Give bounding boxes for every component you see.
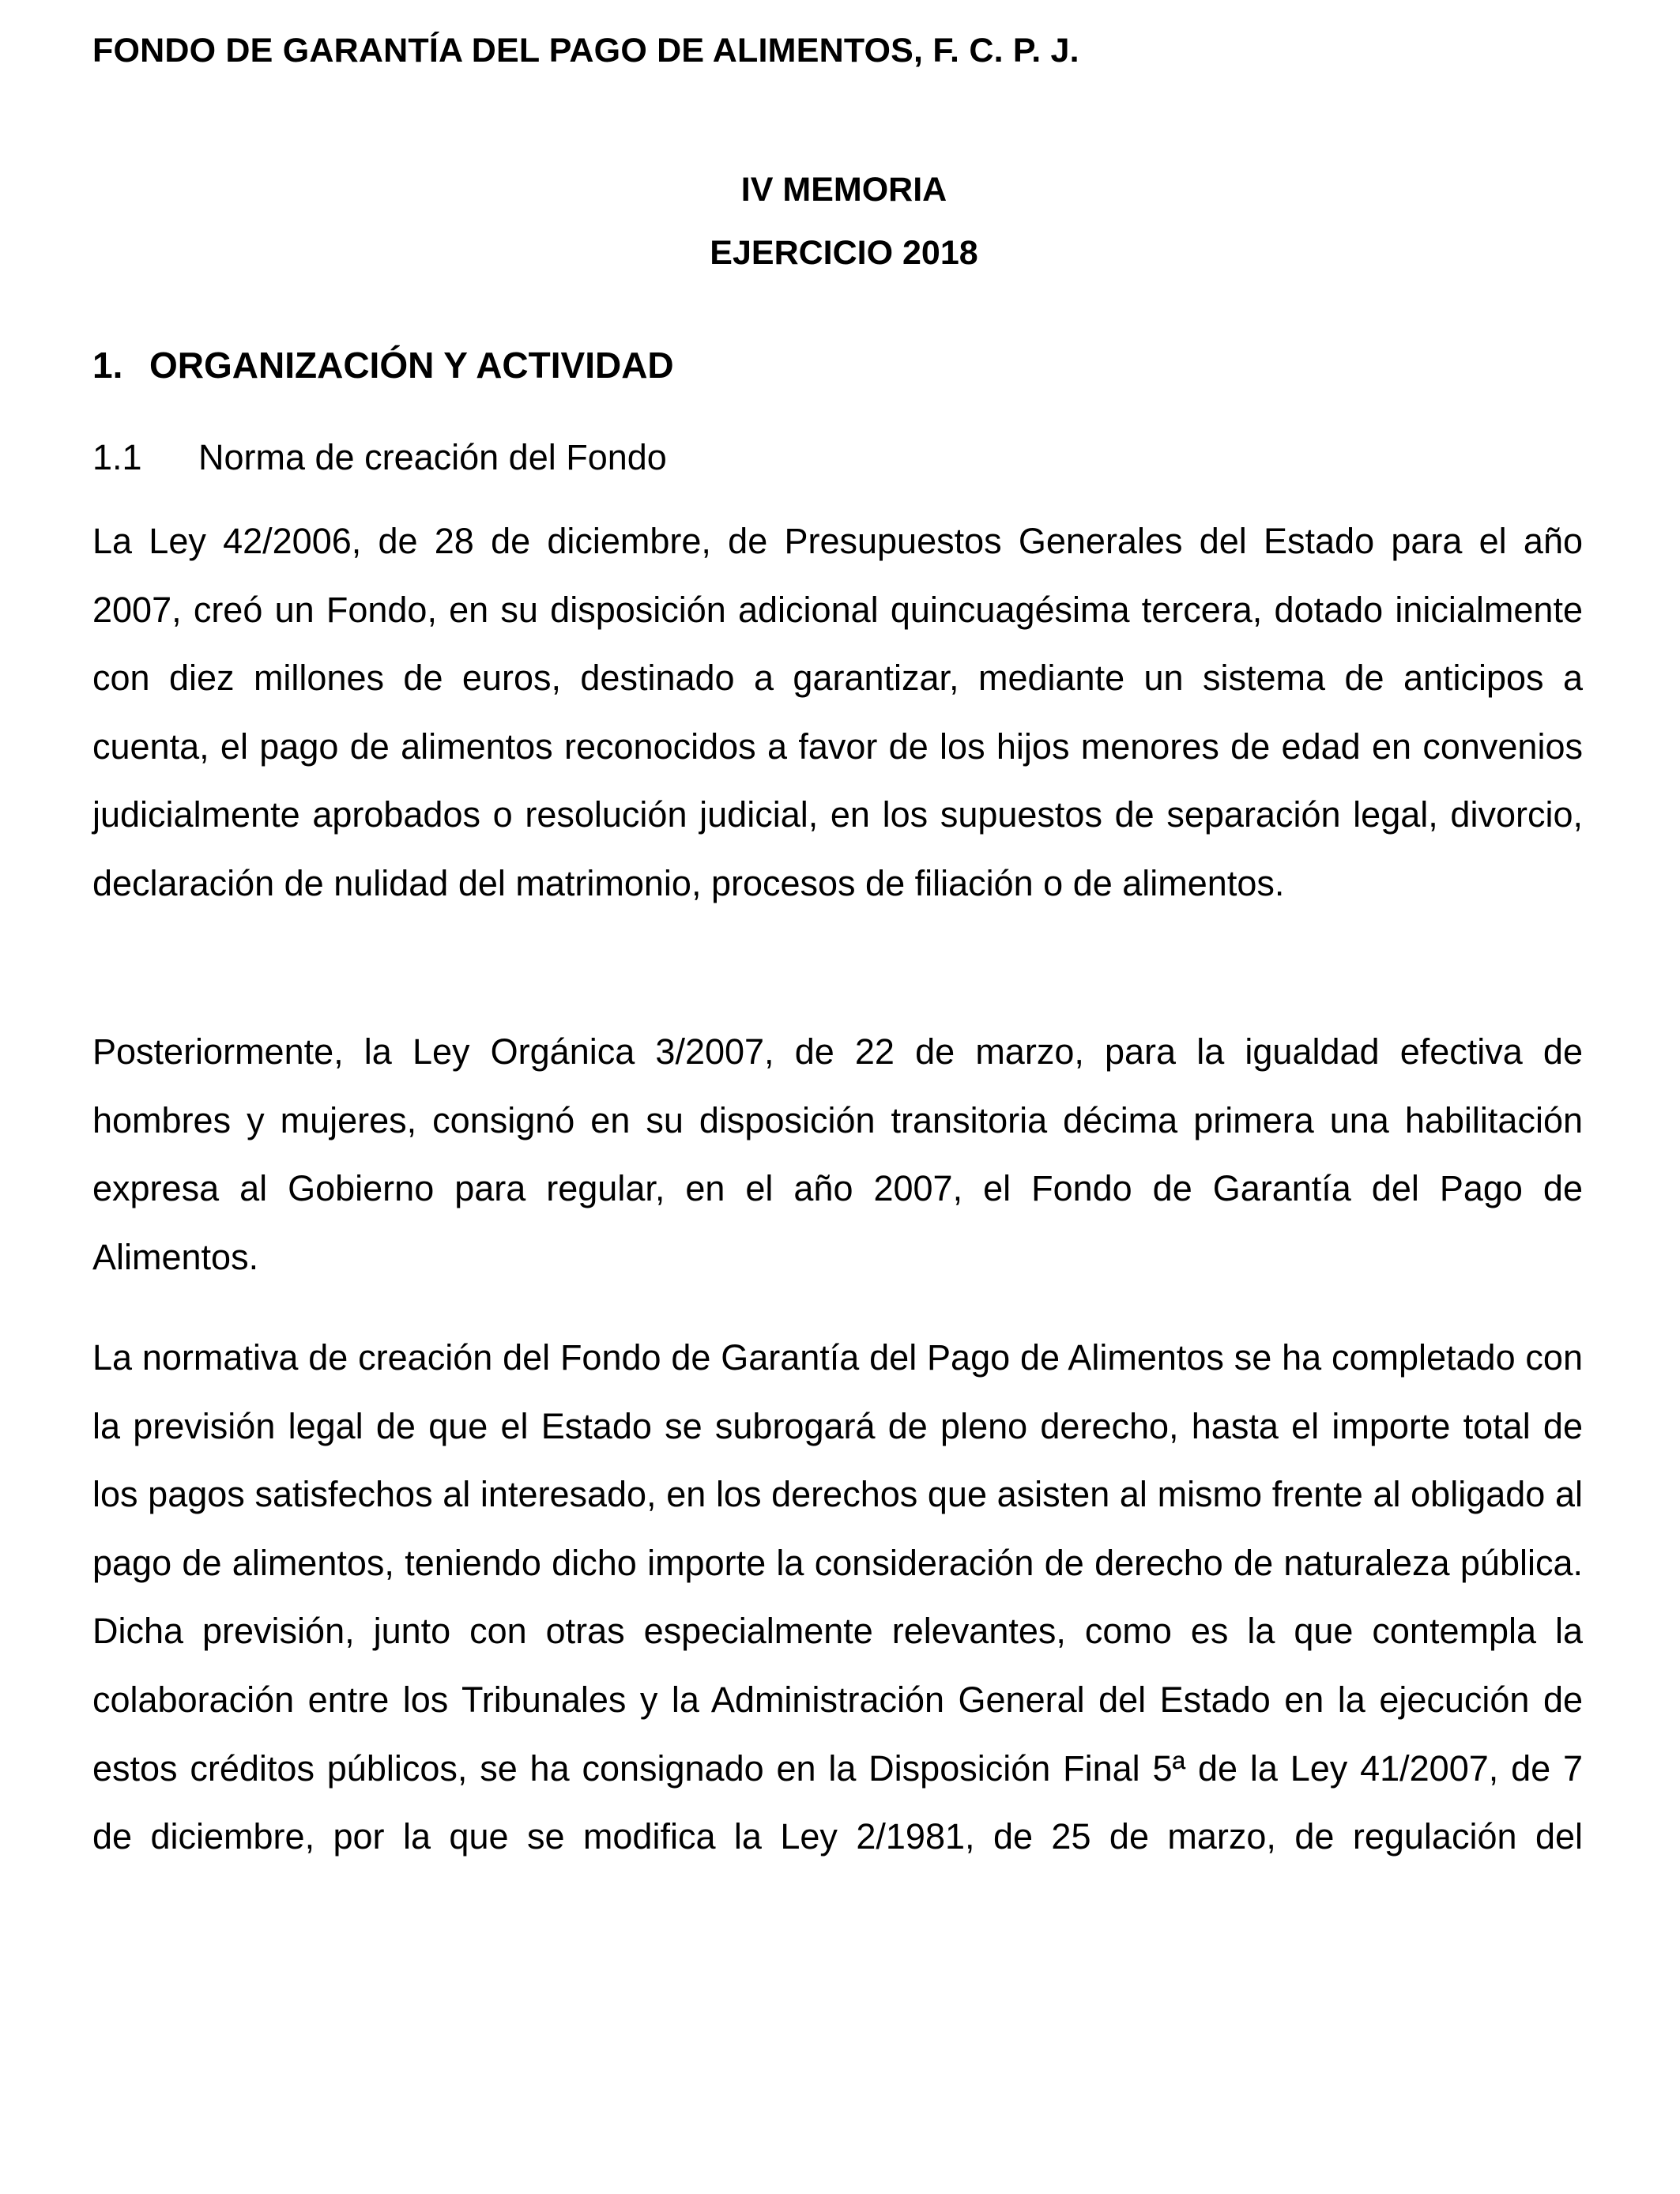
- memoria-title-block: [0, 158, 1680, 285]
- document-header-title: FONDO DE GARANTÍA DEL PAGO DE ALIMENTOS, F. C. P. J.: [92, 32, 1079, 70]
- section-number: 1.: [92, 345, 123, 386]
- paragraph-1: La Ley 42/2006, de 28 de diciembre, de Presupuestos Generales del Estado para el año 2007, creó un Fondo, en su disposición adicional quincuagésima tercera, dotado inicialmente con diez millones de euros, destinado a garantizar, mediante un sistema de anticipos a cuenta, el pago de alimentos reconocidos a favor de los hijos menores de edad en convenios judicialmente aprobados o resolución judicial, en los supuestos de separación legal, divorcio, declaración de nulidad del matrimonio, procesos de filiación o de alimentos.: [92, 521, 1583, 903]
- paragraph-3: La normativa de creación del Fondo de Garantía del Pago de Alimentos se ha completado con la previsión legal de que el Estado se subrogará de pleno derecho, hasta el importe total de los pagos satisfechos al interesado, en los derechos que asisten al mismo frente al obligado al pago de alimentos, teniendo dicho importe la consideración de derecho de naturaleza pública. Dicha previsión, junto con otras especialmente relevantes, como es la que contempla la colaboración entre los Tribunales y la Administración General del Estado en la ejecución de estos créditos públicos, se ha consignado en la Disposición Final 5ª de la Ley 41/2007, de 7 de diciembre, por la que se modifica la Ley 2/1981, de 25 de marzo, de regulación del: [92, 1337, 1583, 1857]
- memoria-title: IV MEMORIA: [740, 171, 947, 209]
- ejercicio-title: EJERCICIO 2018: [710, 234, 978, 272]
- subsection-number: 1.1: [92, 437, 142, 477]
- paragraph-2: Posteriormente, la Ley Orgánica 3/2007, de 22 de marzo, para la igualdad efectiva de hombres y mujeres, consignó en su disposición transitoria décima primera una habilitación expresa al Gobierno para regular, en el año 2007, el Fondo de Garantía del Pago de Alimentos.: [92, 1031, 1583, 1277]
- section-title: ORGANIZACIÓN Y ACTIVIDAD: [149, 345, 674, 386]
- subsection-title: Norma de creación del Fondo: [198, 437, 667, 477]
- subsection-heading: [92, 437, 667, 478]
- section-heading: [92, 344, 674, 386]
